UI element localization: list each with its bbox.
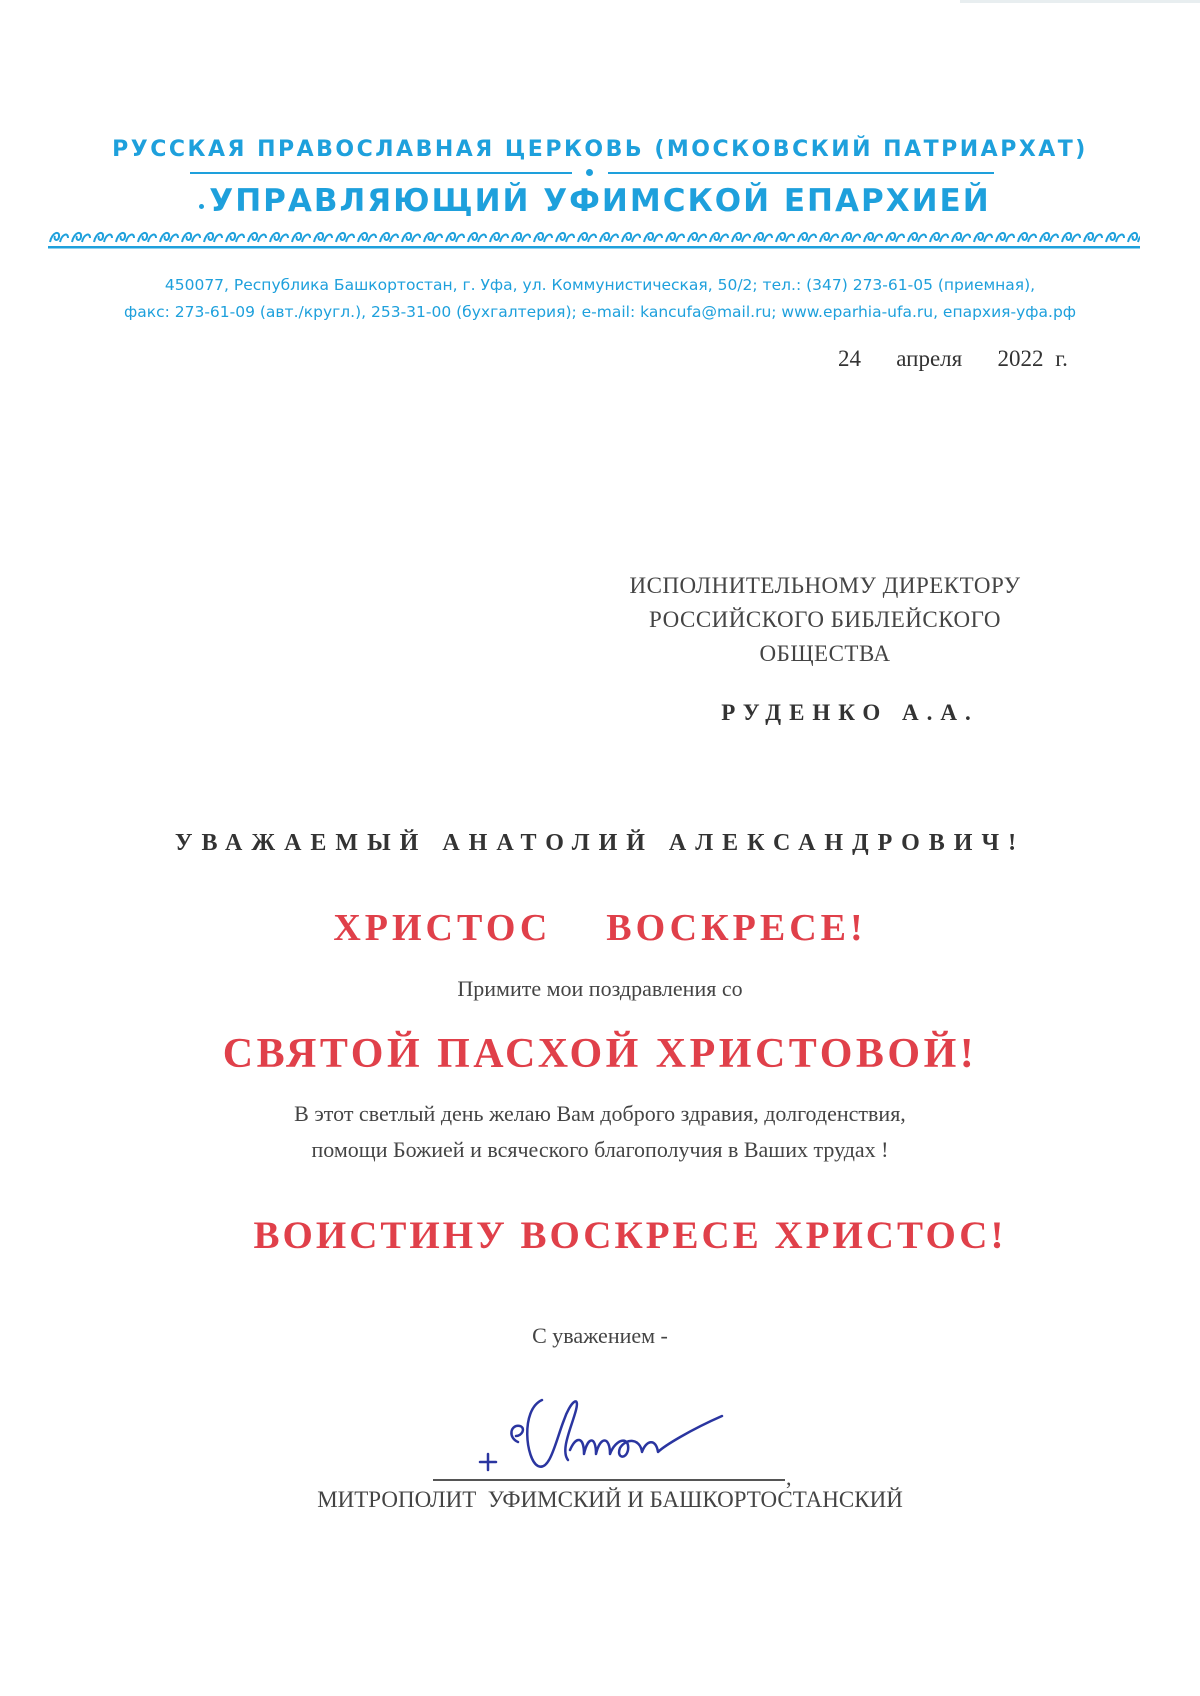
letter-date: 24 апреля 2022 г.	[838, 346, 1068, 371]
recipient-name: РУДЕНКО А.А.	[721, 700, 979, 725]
signer-title: МИТРОПОЛИТ УФИМСКИЙ И БАШКОРТОСТАНСКИЙ	[317, 1487, 903, 1512]
greeting-truly-risen: ВОИСТИНУ ВОСКРЕСЕ ХРИСТОС!	[253, 1214, 1007, 1257]
signature-comma: ,	[786, 1465, 792, 1490]
diocese-title: УПРАВЛЯЮЩИЙ УФИМСКОЙ ЕПАРХИЕЙ	[209, 183, 991, 219]
handwritten-signature	[460, 1380, 760, 1480]
wish-line-1: В этот светлый день желаю Вам доброго здравия, долгоденствия,	[294, 1101, 906, 1126]
header-rule-left	[190, 172, 572, 174]
greeting-holy-easter: СВЯТОЙ ПАСХОЙ ХРИСТОВОЙ!	[222, 1031, 978, 1077]
recipient-line-3: ОБЩЕСТВА	[759, 641, 891, 666]
ornament-border	[48, 226, 1140, 250]
accept-congratulations: Примите мои поздравления со	[457, 976, 743, 1001]
scan-edge-mark	[960, 0, 1200, 3]
salutation: УВАЖАЕМЫЙ АНАТОЛИЙ АЛЕКСАНДРОВИЧ!	[174, 830, 1026, 856]
regards: С уважением -	[532, 1323, 668, 1348]
greeting-christ-is-risen: ХРИСТОС ВОСКРЕСЕ!	[333, 907, 867, 949]
recipient-line-1: ИСПОЛНИТЕЛЬНОМУ ДИРЕКТОРУ	[629, 573, 1021, 598]
address-line-2: факс: 273-61-09 (авт./кругл.), 253-31-00 (бухгалтерия); e-mail: kancufa@mail.ru; www.eparhia-ufa.ru, епархия-уфа.рф	[123, 303, 1077, 321]
address-line-1: 450077, Республика Башкортостан, г. Уфа, ул. Коммунистическая, 50/2; тел.: (347) 273-61-05 (приемная),	[164, 276, 1036, 294]
header-dot-center	[586, 169, 593, 176]
signature-line	[433, 1479, 785, 1481]
wish-line-2: помощи Божией и всяческого благополучия в Ваших трудах !	[311, 1137, 889, 1162]
recipient-line-2: РОССИЙСКОГО БИБЛЕЙСКОГО	[649, 607, 1001, 632]
header-rule-right	[608, 172, 994, 174]
church-name: РУССКАЯ ПРАВОСЛАВНАЯ ЦЕРКОВЬ (МОСКОВСКИЙ ПАТРИАРХАТ)	[112, 137, 1088, 162]
